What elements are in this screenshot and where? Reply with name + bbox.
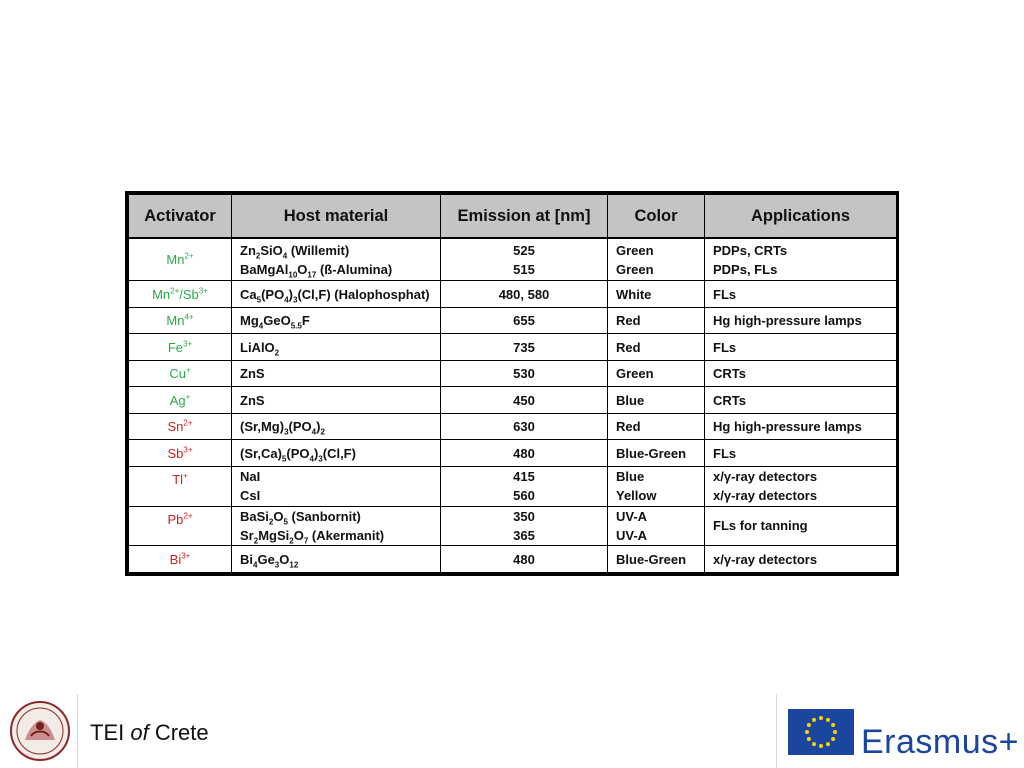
activator-cell: $Pb^{2+}$ — [129, 506, 232, 546]
application-value: CRTs — [713, 392, 746, 408]
applications-cell — [705, 307, 897, 334]
color-cell — [608, 413, 705, 440]
color-value: Red — [616, 339, 641, 355]
color-value: UV-A — [616, 508, 648, 524]
emission-cell — [441, 238, 608, 281]
table-row — [129, 360, 897, 387]
eu-star-icon — [819, 716, 823, 720]
emission-value: 530 — [513, 366, 535, 382]
applications-cell — [705, 387, 897, 414]
host-material-line: $(Sr,Mg)_3(PO_4)_2$ — [240, 419, 325, 437]
color-value: Blue-Green — [616, 445, 687, 461]
emission-value: 515 — [513, 261, 535, 277]
emission-value: 630 — [513, 419, 535, 435]
host-material-cell — [232, 413, 441, 440]
emission-cell — [441, 307, 608, 334]
application-value: FLs for tanning — [713, 518, 808, 534]
color-value: Blue-Green — [616, 551, 687, 567]
emission-value: 365 — [513, 527, 535, 543]
emission-value: 655 — [513, 313, 535, 329]
color-value: Green — [616, 366, 654, 382]
emission-value: 480, 580 — [498, 286, 550, 302]
eu-star-icon — [833, 730, 837, 734]
table-row — [129, 387, 897, 414]
emission-value: 350 — [513, 508, 535, 524]
color-cell — [608, 360, 705, 387]
application-value: x/γ-ray detectors — [713, 488, 818, 504]
table-row — [129, 238, 897, 281]
eu-star-icon — [819, 744, 823, 748]
host-material-line: $Sr_2MgSi_2O_7$ (Akermanit) — [240, 527, 385, 546]
emission-cell — [441, 546, 608, 573]
color-value: White — [616, 286, 652, 302]
color-value: Red — [616, 419, 641, 435]
table-row — [129, 440, 897, 467]
host-material-line: ZnS — [240, 366, 265, 382]
phosphor-table-frame — [125, 191, 899, 576]
host-material-cell — [232, 546, 441, 573]
table-row — [129, 281, 897, 308]
application-value: x/γ-ray detectors — [713, 469, 818, 485]
host-material-line: CsI — [240, 488, 261, 504]
color-value: Green — [616, 242, 654, 258]
footer-title-prefix: TEI — [90, 720, 131, 745]
host-material-line: $Bi_4Ge_3O_{12}$ — [240, 551, 299, 570]
applications-cell — [705, 440, 897, 467]
eu-flag-icon — [788, 709, 854, 755]
emission-cell — [441, 387, 608, 414]
host-material-cell — [232, 466, 441, 506]
table-header-row — [129, 195, 897, 239]
eu-star-icon — [831, 723, 835, 727]
emission-cell — [441, 440, 608, 467]
color-value: Blue — [616, 392, 645, 408]
activator-cell: $Sb^{3+}$ — [129, 440, 232, 467]
application-value: x/γ-ray detectors — [713, 551, 818, 567]
table-row — [129, 546, 897, 573]
emission-cell — [441, 506, 608, 546]
applications-cell — [705, 506, 897, 546]
eu-star-icon — [807, 723, 811, 727]
emission-value: 735 — [513, 339, 535, 355]
footer-title — [90, 720, 209, 746]
eu-star-icon — [805, 730, 809, 734]
color-value: Green — [616, 261, 654, 277]
table-row — [129, 307, 897, 334]
activator-cell: $Mn^{2+}$ — [129, 238, 232, 281]
application-value: FLs — [713, 445, 737, 461]
footer-divider-left — [77, 694, 78, 768]
applications-cell — [705, 238, 897, 281]
host-material-line: ZnS — [240, 392, 265, 408]
phosphor-table — [128, 194, 897, 573]
host-material-line: $BaSi_2O_5$ (Sanbornit) — [240, 508, 361, 527]
emission-value: 415 — [513, 469, 535, 485]
emission-value: 560 — [513, 488, 535, 504]
footer-title-italic: of — [130, 720, 149, 745]
color-cell — [608, 387, 705, 414]
header-host-material: Host material — [232, 195, 441, 239]
footer-title-suffix: Crete — [148, 720, 209, 745]
host-material-line: $BaMgAl_{10}O_{17}$ (ß-Alumina) — [240, 261, 393, 280]
eu-star-icon — [826, 718, 830, 722]
table-row — [129, 466, 897, 506]
activator-cell: $Fe^{3+}$ — [129, 334, 232, 361]
header-emission: Emission at [nm] — [441, 195, 608, 239]
activator-cell: $Mn^{4+}$ — [129, 307, 232, 334]
activator-cell: Cu+ — [129, 360, 232, 387]
color-cell — [608, 466, 705, 506]
emission-value: 450 — [513, 392, 535, 408]
applications-cell — [705, 334, 897, 361]
application-value: CRTs — [713, 366, 746, 382]
table-row — [129, 413, 897, 440]
activator-cell: Tl+ — [129, 466, 232, 506]
color-value: UV-A — [616, 527, 648, 543]
applications-cell — [705, 413, 897, 440]
application-value: FLs — [713, 286, 737, 302]
applications-cell — [705, 466, 897, 506]
emission-cell — [441, 334, 608, 361]
eu-star-icon — [831, 737, 835, 741]
header-applications: Applications — [705, 195, 897, 239]
emission-cell — [441, 281, 608, 308]
host-material-cell — [232, 281, 441, 308]
color-cell — [608, 546, 705, 573]
emission-value: 525 — [513, 242, 535, 258]
header-color: Color — [608, 195, 705, 239]
host-material-cell — [232, 506, 441, 546]
eu-star-icon — [812, 718, 816, 722]
table-row — [129, 334, 897, 361]
activator-cell: $Sn^{2+}$ — [129, 413, 232, 440]
activator-cell: Ag+ — [129, 387, 232, 414]
applications-cell — [705, 281, 897, 308]
emission-cell — [441, 466, 608, 506]
eu-star-icon — [807, 737, 811, 741]
applications-cell — [705, 360, 897, 387]
activator-cell: $Mn^{2+}/Sb^{3+}$ — [129, 281, 232, 308]
color-cell — [608, 506, 705, 546]
application-value: Hg high-pressure lamps — [713, 419, 862, 435]
application-value: PDPs, CRTs — [713, 242, 788, 258]
color-cell — [608, 238, 705, 281]
tei-crete-seal-icon — [9, 700, 71, 762]
host-material-cell — [232, 440, 441, 467]
emission-value: 480 — [513, 551, 535, 567]
activator-cell: $Bi^{3+}$ — [129, 546, 232, 573]
host-material-cell — [232, 360, 441, 387]
host-material-cell — [232, 238, 441, 281]
color-cell — [608, 334, 705, 361]
color-value: Red — [616, 313, 641, 329]
host-material-cell — [232, 307, 441, 334]
host-material-line: $Ca_5(PO_4)_3(Cl,F)$ (Halophosphat) — [240, 286, 430, 305]
emission-value: 480 — [513, 445, 535, 461]
host-material-cell — [232, 387, 441, 414]
applications-cell — [705, 546, 897, 573]
footer-divider-right — [776, 694, 777, 768]
header-activator: Activator — [129, 195, 232, 239]
erasmus-plus-logo: Erasmus+ — [861, 723, 1019, 761]
color-value: Yellow — [616, 488, 657, 504]
host-material-cell — [232, 334, 441, 361]
host-material-line: NaI — [240, 469, 261, 485]
host-material-line: $Zn_2SiO_4$ (Willemit) — [240, 242, 350, 261]
host-material-line: $Mg_4GeO_{5.5}F$ — [240, 313, 310, 331]
eu-star-icon — [826, 742, 830, 746]
color-cell — [608, 281, 705, 308]
application-value: FLs — [713, 339, 737, 355]
application-value: Hg high-pressure lamps — [713, 313, 862, 329]
eu-star-icon — [812, 742, 816, 746]
table-body — [129, 238, 897, 573]
color-cell — [608, 307, 705, 334]
host-material-line: $(Sr,Ca)_5(PO_4)_3(Cl,F)$ — [240, 445, 356, 464]
host-material-line: LiAlO$_2$ — [240, 339, 280, 358]
application-value: PDPs, FLs — [713, 261, 778, 277]
color-cell — [608, 440, 705, 467]
table-row — [129, 506, 897, 546]
emission-cell — [441, 413, 608, 440]
color-value: Blue — [616, 469, 645, 485]
emission-cell — [441, 360, 608, 387]
